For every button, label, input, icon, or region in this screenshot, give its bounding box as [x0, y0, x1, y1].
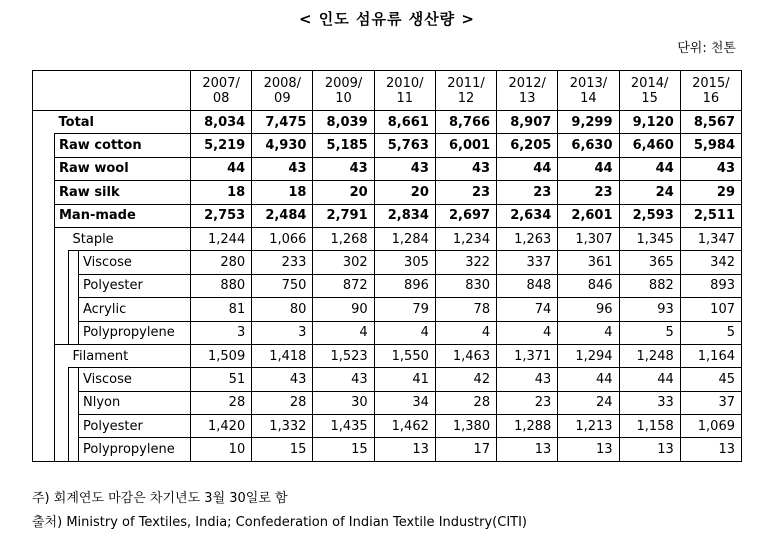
- value-cell: 45: [680, 368, 741, 391]
- value-cell: 361: [558, 251, 619, 274]
- production-table: [32, 70, 742, 462]
- value-cell: 51: [191, 368, 252, 391]
- value-cell: 1,284: [374, 227, 435, 250]
- row-label: Polypropylene: [79, 438, 191, 461]
- indent-cell: [33, 368, 55, 391]
- value-cell: 233: [252, 251, 313, 274]
- table-row: [33, 111, 742, 134]
- value-cell: 4,930: [252, 134, 313, 157]
- value-cell: 2,593: [619, 204, 680, 227]
- value-cell: 8,034: [191, 111, 252, 134]
- value-cell: 1,462: [374, 415, 435, 438]
- row-label: Viscose: [79, 251, 191, 274]
- table-row: [33, 204, 742, 227]
- value-cell: 7,475: [252, 111, 313, 134]
- value-cell: 6,630: [558, 134, 619, 157]
- value-cell: 1,158: [619, 415, 680, 438]
- row-label: Filament: [69, 344, 191, 367]
- row-label: Raw silk: [55, 181, 191, 204]
- value-cell: 1,550: [374, 344, 435, 367]
- indent-cell: [69, 368, 79, 391]
- value-cell: 1,268: [313, 227, 374, 250]
- value-cell: 2,484: [252, 204, 313, 227]
- value-cell: 34: [374, 391, 435, 414]
- value-cell: 302: [313, 251, 374, 274]
- column-header: 2015/ 16: [680, 71, 741, 111]
- indent-cell: [33, 321, 55, 344]
- table-row: [33, 415, 742, 438]
- value-cell: 1,420: [191, 415, 252, 438]
- indent-cell: [33, 274, 55, 297]
- value-cell: 107: [680, 298, 741, 321]
- value-cell: 30: [313, 391, 374, 414]
- value-cell: 1,523: [313, 344, 374, 367]
- value-cell: 43: [374, 157, 435, 180]
- unit-label: 단위: 천톤: [677, 41, 736, 56]
- indent-cell: [55, 415, 69, 438]
- row-label: Viscose: [79, 368, 191, 391]
- indent-cell: [69, 251, 79, 274]
- value-cell: 43: [313, 157, 374, 180]
- value-cell: 23: [497, 181, 558, 204]
- indent-cell: [69, 274, 79, 297]
- value-cell: 78: [435, 298, 496, 321]
- value-cell: 5,984: [680, 134, 741, 157]
- value-cell: 1,347: [680, 227, 741, 250]
- indent-cell: [33, 134, 55, 157]
- table-row: [33, 368, 742, 391]
- value-cell: 3: [252, 321, 313, 344]
- value-cell: 8,766: [435, 111, 496, 134]
- column-header: 2014/ 15: [619, 71, 680, 111]
- value-cell: 13: [619, 438, 680, 461]
- column-header: 2007/ 08: [191, 71, 252, 111]
- value-cell: 44: [497, 157, 558, 180]
- value-cell: 1,307: [558, 227, 619, 250]
- value-cell: 37: [680, 391, 741, 414]
- value-cell: 80: [252, 298, 313, 321]
- value-cell: 280: [191, 251, 252, 274]
- value-cell: 1,463: [435, 344, 496, 367]
- value-cell: 2,791: [313, 204, 374, 227]
- value-cell: 896: [374, 274, 435, 297]
- value-cell: 13: [374, 438, 435, 461]
- row-label: Nlyon: [79, 391, 191, 414]
- row-label: Man-made: [55, 204, 191, 227]
- table-row: [33, 181, 742, 204]
- value-cell: 342: [680, 251, 741, 274]
- value-cell: 28: [252, 391, 313, 414]
- value-cell: 2,511: [680, 204, 741, 227]
- value-cell: 24: [619, 181, 680, 204]
- value-cell: 43: [497, 368, 558, 391]
- table-row: [33, 274, 742, 297]
- value-cell: 4: [558, 321, 619, 344]
- indent-cell: [33, 415, 55, 438]
- value-cell: 44: [558, 368, 619, 391]
- value-cell: 1,294: [558, 344, 619, 367]
- value-cell: 1,263: [497, 227, 558, 250]
- indent-cell: [69, 298, 79, 321]
- value-cell: 1,509: [191, 344, 252, 367]
- value-cell: 74: [497, 298, 558, 321]
- value-cell: 2,697: [435, 204, 496, 227]
- indent-cell: [33, 438, 55, 461]
- value-cell: 1,435: [313, 415, 374, 438]
- value-cell: 13: [497, 438, 558, 461]
- value-cell: 4: [497, 321, 558, 344]
- value-cell: 2,634: [497, 204, 558, 227]
- value-cell: 8,661: [374, 111, 435, 134]
- value-cell: 18: [191, 181, 252, 204]
- value-cell: 9,299: [558, 111, 619, 134]
- value-cell: 8,039: [313, 111, 374, 134]
- column-header: 2010/ 11: [374, 71, 435, 111]
- value-cell: 5: [619, 321, 680, 344]
- table-row: [33, 134, 742, 157]
- indent-cell: [55, 321, 69, 344]
- table-row: [33, 251, 742, 274]
- value-cell: 6,001: [435, 134, 496, 157]
- value-cell: 15: [313, 438, 374, 461]
- value-cell: 43: [252, 368, 313, 391]
- value-cell: 44: [191, 157, 252, 180]
- value-cell: 18: [252, 181, 313, 204]
- indent-cell: [69, 321, 79, 344]
- value-cell: 96: [558, 298, 619, 321]
- table-row: [33, 298, 742, 321]
- row-label: Polyester: [79, 274, 191, 297]
- value-cell: 365: [619, 251, 680, 274]
- indent-cell: [33, 391, 55, 414]
- value-cell: 44: [558, 157, 619, 180]
- indent-cell: [69, 438, 79, 461]
- value-cell: 8,907: [497, 111, 558, 134]
- value-cell: 44: [619, 157, 680, 180]
- indent-cell: [33, 227, 55, 250]
- row-label: Polyester: [79, 415, 191, 438]
- value-cell: 322: [435, 251, 496, 274]
- indent-cell: [55, 391, 69, 414]
- value-cell: 79: [374, 298, 435, 321]
- indent-cell: [33, 157, 55, 180]
- value-cell: 29: [680, 181, 741, 204]
- row-label: Polypropylene: [79, 321, 191, 344]
- value-cell: 848: [497, 274, 558, 297]
- value-cell: 1,345: [619, 227, 680, 250]
- indent-cell: [33, 111, 55, 134]
- value-cell: 1,164: [680, 344, 741, 367]
- indent-cell: [69, 415, 79, 438]
- value-cell: 93: [619, 298, 680, 321]
- indent-cell: [55, 251, 69, 274]
- indent-cell: [55, 344, 69, 367]
- value-cell: 28: [435, 391, 496, 414]
- value-cell: 1,380: [435, 415, 496, 438]
- value-cell: 1,069: [680, 415, 741, 438]
- value-cell: 2,753: [191, 204, 252, 227]
- row-label: Total: [55, 111, 191, 134]
- row-label: Raw wool: [55, 157, 191, 180]
- value-cell: 1,244: [191, 227, 252, 250]
- column-header: 2012/ 13: [497, 71, 558, 111]
- column-header: 2008/ 09: [252, 71, 313, 111]
- value-cell: 41: [374, 368, 435, 391]
- indent-cell: [33, 204, 55, 227]
- value-cell: 43: [680, 157, 741, 180]
- table-row: [33, 321, 742, 344]
- value-cell: 5: [680, 321, 741, 344]
- value-cell: 9,120: [619, 111, 680, 134]
- value-cell: 10: [191, 438, 252, 461]
- value-cell: 23: [558, 181, 619, 204]
- row-label: Staple: [69, 227, 191, 250]
- value-cell: 1,332: [252, 415, 313, 438]
- header-row: [33, 71, 742, 111]
- indent-cell: [33, 251, 55, 274]
- value-cell: 43: [435, 157, 496, 180]
- table-row: [33, 227, 742, 250]
- column-header: 2009/ 10: [313, 71, 374, 111]
- source-note: 출처) Ministry of Textiles, India; Confederation of Indian Textile Industry(CITI): [32, 515, 527, 530]
- value-cell: 23: [497, 391, 558, 414]
- value-cell: 1,418: [252, 344, 313, 367]
- footnote: 주) 회계연도 마감은 차기년도 3월 30일로 함: [32, 491, 288, 506]
- value-cell: 4: [374, 321, 435, 344]
- value-cell: 5,185: [313, 134, 374, 157]
- value-cell: 880: [191, 274, 252, 297]
- table-title: < 인도 섬유류 생산량 >: [299, 10, 475, 28]
- value-cell: 43: [252, 157, 313, 180]
- value-cell: 44: [619, 368, 680, 391]
- value-cell: 13: [680, 438, 741, 461]
- header-corner: [33, 71, 191, 111]
- value-cell: 830: [435, 274, 496, 297]
- value-cell: 24: [558, 391, 619, 414]
- value-cell: 882: [619, 274, 680, 297]
- value-cell: 6,460: [619, 134, 680, 157]
- value-cell: 6,205: [497, 134, 558, 157]
- value-cell: 28: [191, 391, 252, 414]
- column-header: 2011/ 12: [435, 71, 496, 111]
- value-cell: 1,371: [497, 344, 558, 367]
- indent-cell: [55, 274, 69, 297]
- value-cell: 1,234: [435, 227, 496, 250]
- indent-cell: [33, 344, 55, 367]
- value-cell: 23: [435, 181, 496, 204]
- value-cell: 17: [435, 438, 496, 461]
- value-cell: 1,213: [558, 415, 619, 438]
- value-cell: 2,834: [374, 204, 435, 227]
- value-cell: 43: [313, 368, 374, 391]
- value-cell: 846: [558, 274, 619, 297]
- row-label: Acrylic: [79, 298, 191, 321]
- indent-cell: [55, 298, 69, 321]
- value-cell: 42: [435, 368, 496, 391]
- value-cell: 1,288: [497, 415, 558, 438]
- value-cell: 1,066: [252, 227, 313, 250]
- value-cell: 893: [680, 274, 741, 297]
- value-cell: 3: [191, 321, 252, 344]
- table-row: [33, 157, 742, 180]
- column-header: 2013/ 14: [558, 71, 619, 111]
- table-row: [33, 438, 742, 461]
- row-label: Raw cotton: [55, 134, 191, 157]
- table-row: [33, 344, 742, 367]
- indent-cell: [33, 298, 55, 321]
- value-cell: 13: [558, 438, 619, 461]
- value-cell: 15: [252, 438, 313, 461]
- value-cell: 305: [374, 251, 435, 274]
- value-cell: 5,219: [191, 134, 252, 157]
- value-cell: 5,763: [374, 134, 435, 157]
- indent-cell: [55, 438, 69, 461]
- value-cell: 337: [497, 251, 558, 274]
- value-cell: 90: [313, 298, 374, 321]
- indent-cell: [55, 227, 69, 250]
- indent-cell: [69, 391, 79, 414]
- value-cell: 872: [313, 274, 374, 297]
- table-row: [33, 391, 742, 414]
- value-cell: 750: [252, 274, 313, 297]
- value-cell: 2,601: [558, 204, 619, 227]
- indent-cell: [55, 368, 69, 391]
- value-cell: 20: [374, 181, 435, 204]
- value-cell: 8,567: [680, 111, 741, 134]
- indent-cell: [33, 181, 55, 204]
- value-cell: 20: [313, 181, 374, 204]
- value-cell: 81: [191, 298, 252, 321]
- value-cell: 1,248: [619, 344, 680, 367]
- value-cell: 33: [619, 391, 680, 414]
- value-cell: 4: [313, 321, 374, 344]
- value-cell: 4: [435, 321, 496, 344]
